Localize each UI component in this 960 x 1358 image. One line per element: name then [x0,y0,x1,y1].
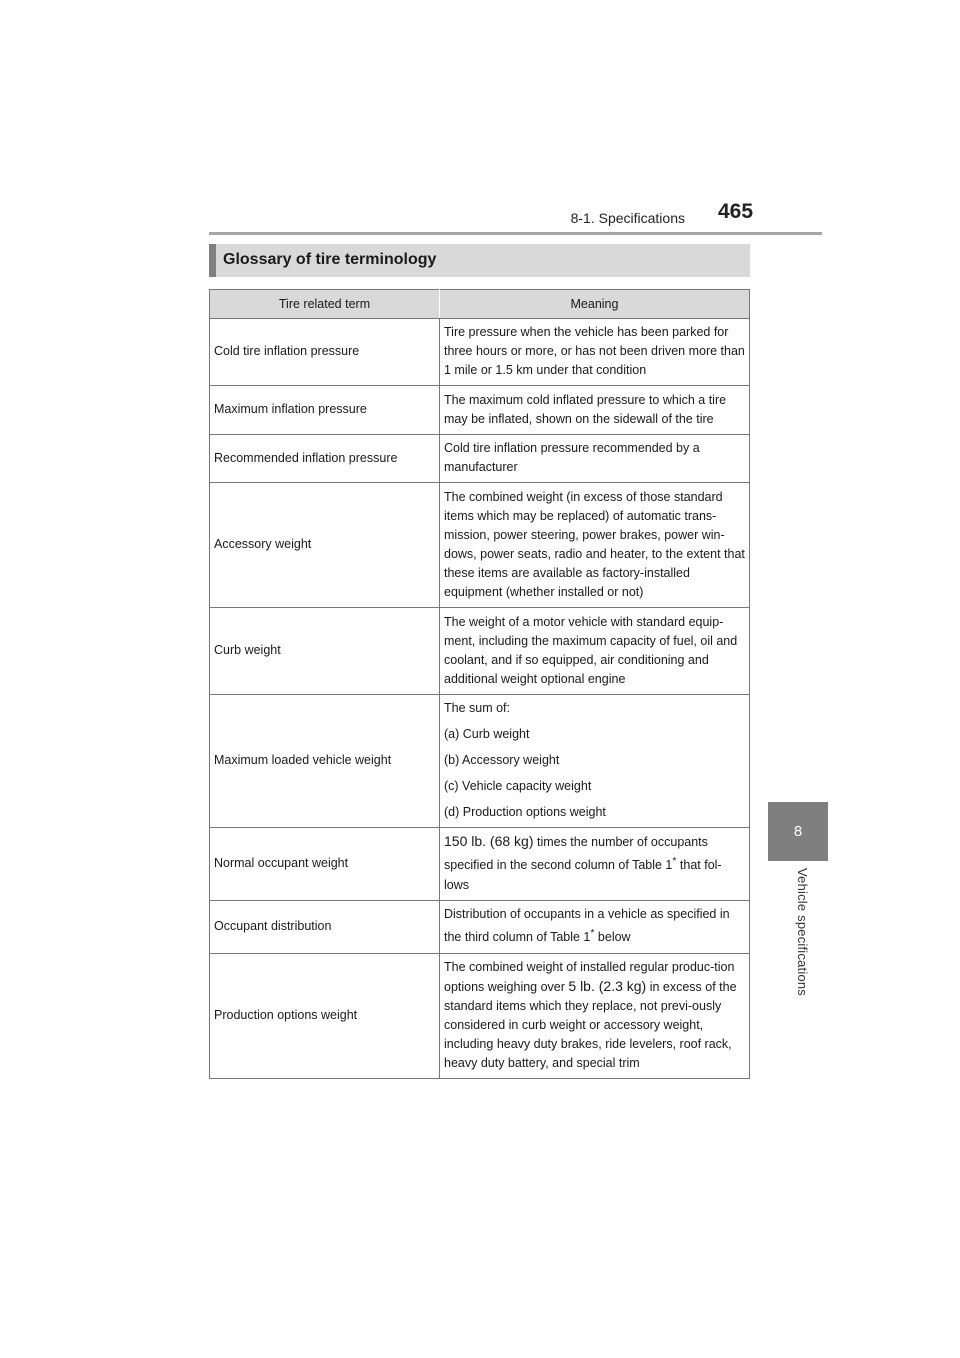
sum-line: (d) Production options weight [444,805,606,819]
section-label: 8-1. Specifications [570,210,685,226]
meaning-text: The combined weight of installed regular produc-tion options weighing over [444,960,735,994]
table-row [210,954,750,1079]
term-cell: Maximum inflation pressure [210,386,440,435]
term-cell: Cold tire inflation pressure [210,319,440,386]
term-cell: Production options weight [210,954,440,1079]
term-cell: Curb weight [210,608,440,695]
term-cell: Accessory weight [210,483,440,608]
sum-line: (c) Vehicle capacity weight [444,779,592,793]
term-cell: Occupant distribution [210,901,440,954]
table-row [210,386,750,435]
term-cell: Recommended inflation pressure [210,435,440,483]
table-row [210,483,750,608]
meaning-cell [440,954,750,1079]
meaning-cell: The weight of a motor vehicle with standard equip-ment, including the maximum capacity of fuel, oil and coolant, and if so equipped, air conditioning and additional weight optional engine [440,608,750,695]
column-header-term: Tire related term [210,290,440,319]
term-cell: Normal occupant weight [210,828,440,901]
sum-line: (a) Curb weight [444,727,530,741]
meaning-text: in excess of the standard items which they replace, not previ-ously considered in curb weight or accessory weight, including heavy duty brakes, ride levelers, roof rack, heavy duty battery, and special trim [444,980,737,1070]
chapter-number: 8 [793,823,803,840]
table-row [210,435,750,483]
term-cell: Maximum loaded vehicle weight [210,695,440,828]
meaning-text: below [594,930,631,945]
chapter-title: Vehicle specifications [795,868,810,996]
footnote-mark: * [672,856,677,868]
meaning-cell: Tire pressure when the vehicle has been parked for three hours or more, or has not been driven more than 1 mile or 1.5 km under that condition [440,319,750,386]
section-heading: Glossary of tire terminology [223,251,437,268]
meaning-cell: Cold tire inflation pressure recommended by a manufacturer [440,435,750,483]
sum-line: The sum of: [444,701,510,715]
weight-value: 5 lb. (2.3 kg) [568,978,647,994]
meaning-cell [440,695,750,828]
table-row [210,608,750,695]
page-header [0,0,960,240]
sum-line: (b) Accessory weight [444,753,560,767]
glossary-table [209,289,750,1079]
page-number: 465 [718,200,754,223]
column-header-meaning: Meaning [440,290,750,319]
section-heading-bar [209,244,750,277]
meaning-text: that fol-lows [444,858,722,892]
weight-value: 150 lb. (68 kg) [444,833,534,850]
meaning-cell [440,901,750,954]
table-header-row [210,290,750,319]
table-row [210,901,750,954]
table-row [210,828,750,901]
meaning-text: Distribution of occupants in a vehicle as specified in the third column of Table 1 [444,907,730,945]
meaning-cell [440,828,750,901]
table-row [210,319,750,386]
header-rule [209,232,822,235]
meaning-cell: The maximum cold inflated pressure to which a tire may be inflated, shown on the sidewall of the tire [440,386,750,435]
meaning-cell: The combined weight (in excess of those standard items which may be replaced) of automatic trans-mission, power steering, power brakes, power win-dows, power seats, radio and heater, to the extent that these items are available as factory-installed equipment (whether installed or not) [440,483,750,608]
footnote-mark: * [590,928,595,940]
table-row [210,695,750,828]
chapter-tab [768,802,828,861]
meaning-text: times the number of occupants specified in the second column of Table 1 [444,835,708,873]
